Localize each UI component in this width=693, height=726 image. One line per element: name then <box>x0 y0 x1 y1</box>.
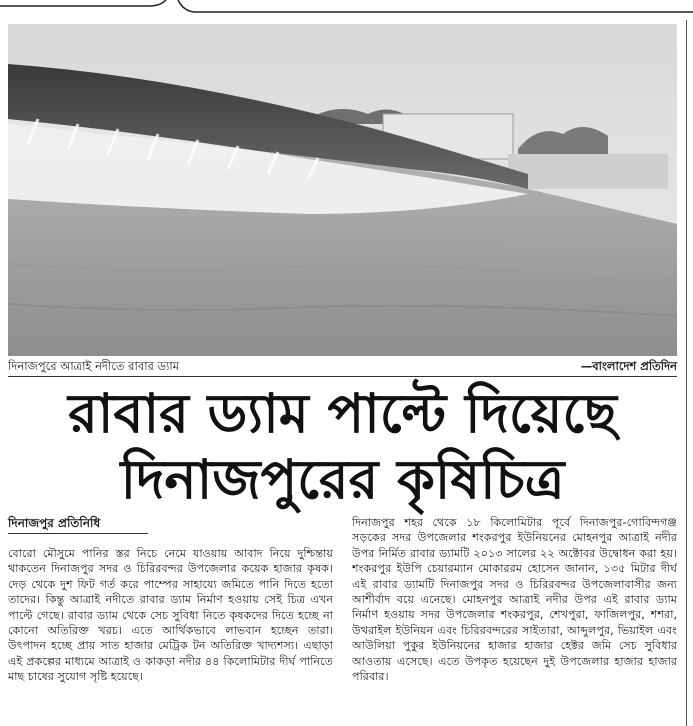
caption-divider <box>8 376 677 377</box>
headline-line-1: রাবার ড্যাম পাল্টে দিয়েছে <box>68 382 617 445</box>
news-photo-rubber-dam <box>8 24 677 356</box>
photo-caption-bar <box>8 357 677 375</box>
photo-caption: দিনাজপুরে আত্রাই নদীতে রাবার ড্যাম <box>8 359 180 373</box>
article-column-2: দিনাজপুর শহর থেকে ১৮ কিলোমিটার পূর্বে দিনাজপুর-গোবিন্দগঞ্জ সড়কের সদর উপজেলার শংকরপুর ইউনিয়নের মোহনপুর আত্রাই নদীর উপর নির্মিত রাবার ড্যামটি ২০১৩ সালের ২২ অক্টোবর উদ্বোধন করা হয়। শংকরপুর ইউপি চেয়ারম্যান মোকাররম হোসেন জানান, ১৩৫ মিটার দীর্ঘ এই রাবার ড্যামটি দিনাজপুর সদর ও চিরিরবন্দর উপজেলাবাসীর জন্য আশীর্বাদ বয়ে এনেছে। মোহনপুর আত্রাই নদীর উপর এই রাবার ড্যাম নির্মাণ হওয়ায় সদর উপজেলার শংকরপুর, শেখপুরা, ফাজিলপুর, শশরা, উথরাইল ইউনিয়ন এবং চিরিরবন্দরের সাইতারা, আব্দুলপুর, ভিয়াইল এবং আউলিয়া পুকুর ইউনিয়নের হাজার হাজার হেক্টর জমি সেচ সুবিধার আওতায় এসেছে। এতে উপকৃত হয়েছেন দুই উপজেলার হাজার হাজার পরিবার। <box>352 516 677 684</box>
article-column-1: বোরো মৌসুমে পানির স্তর নিচে নেমে যাওয়ায় আবাদ নিয়ে দুশ্চিন্তায় থাকতেন দিনাজপুর সদর ও চিরিরবন্দর উপজেলার কয়েক হাজার কৃষক। দেড় থেকে দুশ ফিট গর্ত করে পাম্পের সাহায্যে জমিতে পানি দিতে হতো তাদের। কিন্তু আত্রাই নদীতে রাবার ড্যাম নির্মাণ হওয়ায় সেই চিত্র এখন পাল্টে গেছে। রাবার ড্যাম থেকে সেচ সুবিধা নিতে কৃষকদের দিতে হচ্ছে না কোনো অতিরিক্ত খরচ। এতে আর্থিকভাবে লাভবান হচ্ছেন তারা। উৎপাদন হচ্ছে প্রায় সাত হাজার মেট্রিক টন অতিরিক্ত খাদ্যশস্য। এছাড়া এই প্রকল্পের মাধ্যমে আত্রাই ও কাকড়া নদীর ৪৪ কিলোমিটার দীর্ঘ পানিতে মাছ চাষের সুযোগ সৃষ্টি হয়েছে। <box>8 547 333 684</box>
headline-line-2: দিনাজপুরের কৃষিচিত্র <box>120 448 565 511</box>
byline: দিনাজপুর প্রতিনিধি <box>8 516 101 530</box>
page-top-border <box>0 0 693 20</box>
photo-credit: —বাংলাদেশ প্রতিদিন <box>580 359 677 373</box>
column-divider-line <box>686 20 687 726</box>
byline-underline <box>8 533 148 534</box>
